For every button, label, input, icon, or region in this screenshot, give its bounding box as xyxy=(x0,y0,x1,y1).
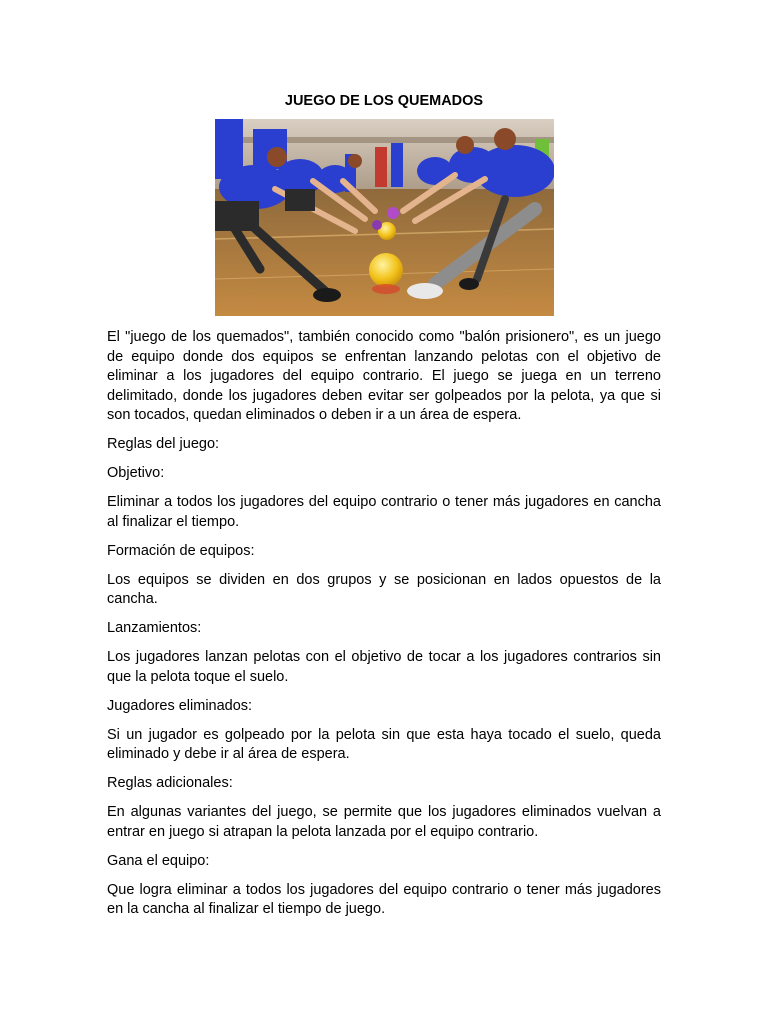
paragraph-intro: El "juego de los quemados", también conocido como "balón prisionero", es un juego de equipo donde dos equipos se enfrentan lanzando pelotas con el objetivo de eliminar a los jugadores del equipo contrario. El juego se juega en un terreno delimitado, donde los jugadores deben evitar ser golpeados por la pelota, ya que si son tocados, quedan eliminados o deben ir a un área de espera. xyxy=(107,329,661,423)
paragraph-formacion-equipos: Los equipos se dividen en dos grupos y se posicionan en lados opuestos de la cancha. xyxy=(107,571,661,607)
document-page xyxy=(107,92,661,929)
heading-objetivo: Objetivo: xyxy=(107,465,165,481)
heading-jugadores-eliminados: Jugadores eliminados: xyxy=(107,697,253,714)
document-body xyxy=(107,328,661,920)
heading-lanzamientos: Lanzamientos: xyxy=(107,620,202,636)
dodgeball-photo xyxy=(215,119,554,316)
heading-gana-el-equipo: Gana el equipo: xyxy=(107,852,210,869)
paragraph-lanzamientos: Los jugadores lanzan pelotas con el objetivo de tocar a los jugadores contrarios sin que la pelota toque el suelo. xyxy=(107,649,661,685)
heading-reglas-del-juego: Reglas del juego: xyxy=(107,436,220,452)
heading-reglas-adicionales: Reglas adicionales: xyxy=(107,775,233,791)
paragraph-jugadores-eliminados: Si un jugador es golpeado por la pelota sin que esta haya tocado el suelo, queda eliminado y debe ir al área de espera. xyxy=(107,726,661,762)
paragraph-gana-el-equipo: Que logra eliminar a todos los jugadores del equipo contrario o tener más jugadores en la cancha al finalizar el tiempo de juego. xyxy=(107,881,661,917)
document-title: JUEGO DE LOS QUEMADOS xyxy=(284,93,484,109)
photo-container xyxy=(107,119,661,316)
paragraph-reglas-adicionales: En algunas variantes del juego, se permite que los jugadores eliminados vuelvan a entrar en juego si atrapan la pelota lanzada por el equipo contrario. xyxy=(107,804,661,840)
paragraph-objetivo: Eliminar a todos los jugadores del equipo contrario o tener más jugadores en cancha al finalizar el tiempo. xyxy=(107,494,661,530)
heading-formacion-equipos: Formación de equipos: xyxy=(107,542,255,559)
